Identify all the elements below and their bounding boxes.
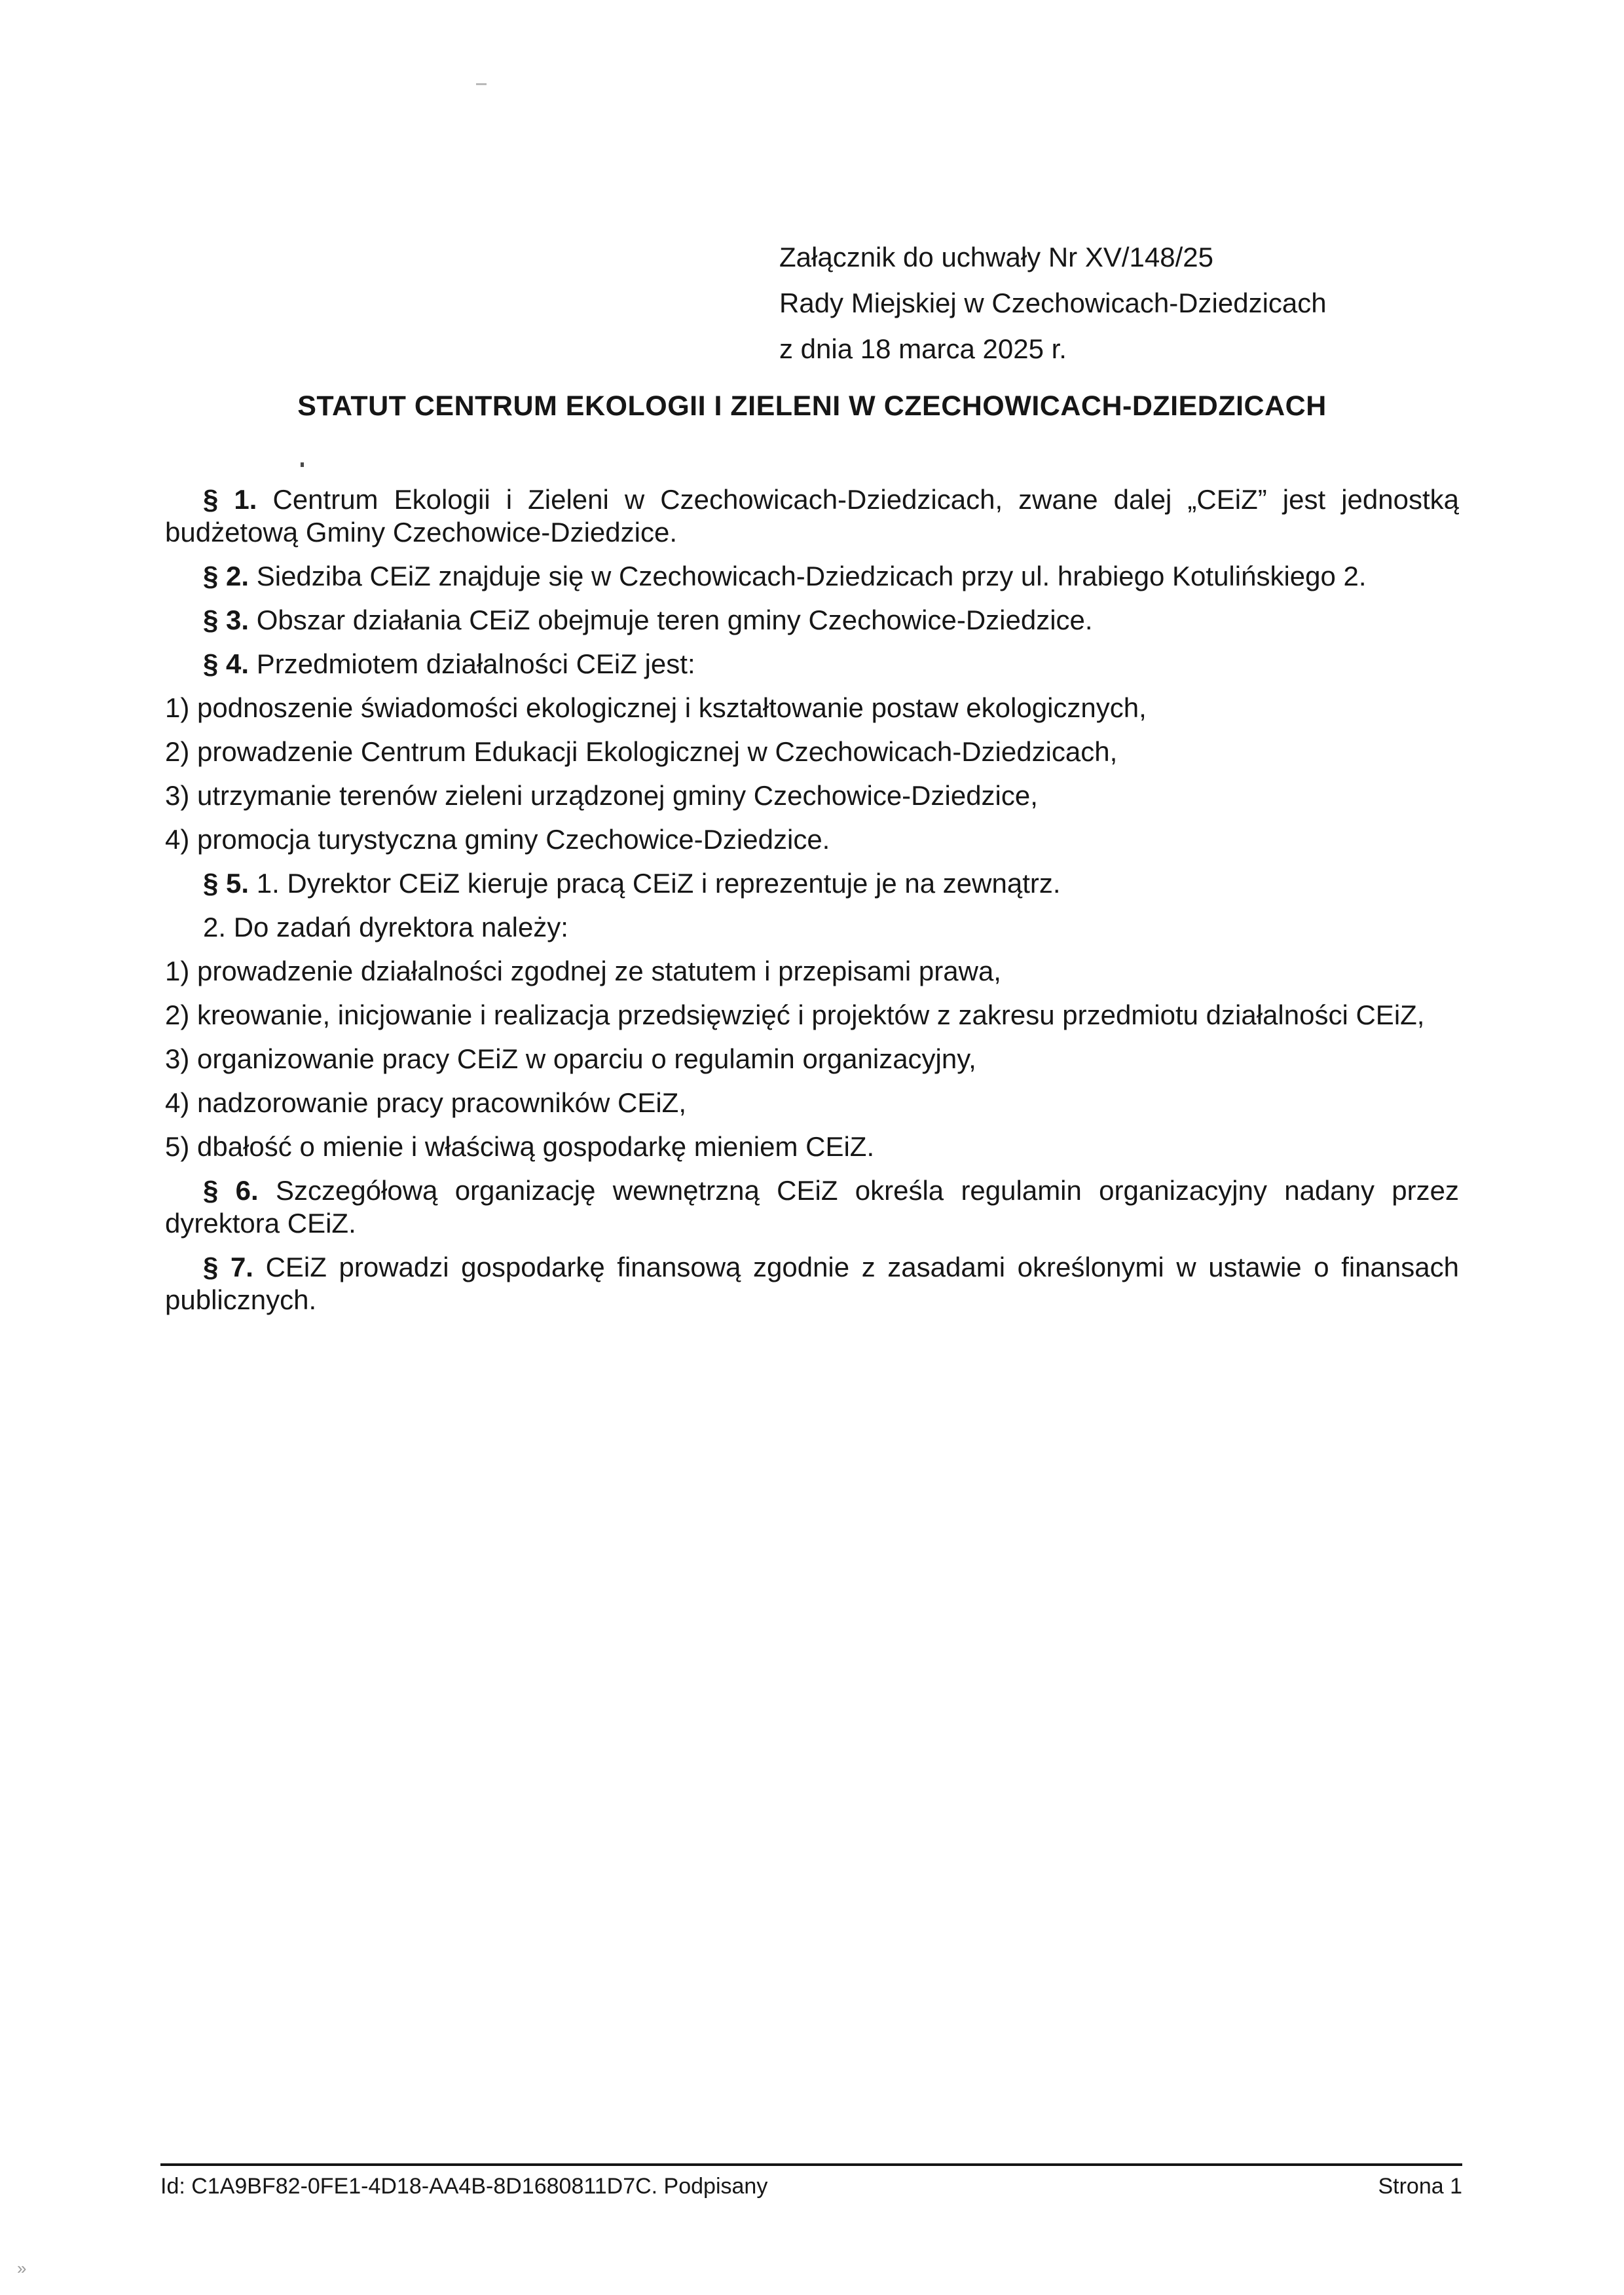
list-item bbox=[165, 736, 1459, 768]
list-item-text: 1) podnoszenie świadomości ekologicznej i kształtowanie postaw ekologicznych, bbox=[165, 692, 1147, 723]
scan-artifact-dash bbox=[476, 83, 487, 85]
section-number: § 1. bbox=[203, 484, 257, 515]
list-item-text: 3) utrzymanie terenów zieleni urządzonej gminy Czechowice-Dziedzice, bbox=[165, 780, 1038, 811]
attachment-header bbox=[779, 234, 1327, 372]
attachment-header-line: Rady Miejskiej w Czechowicach-Dziedzicach bbox=[779, 288, 1327, 318]
paragraph-text: Przedmiotem działalności CEiZ jest: bbox=[249, 648, 695, 679]
paragraph-text: Centrum Ekologii i Zieleni w Czechowicach-Dziedzicach, zwane dalej „CEiZ” jest jednostką budżetową Gminy Czechowice-Dziedzice. bbox=[165, 484, 1459, 548]
paragraph-section-7 bbox=[165, 1251, 1459, 1316]
list-item-text: 1) prowadzenie działalności zgodnej ze statutem i przepisami prawa, bbox=[165, 956, 1001, 986]
paragraph-section-6 bbox=[165, 1174, 1459, 1240]
paragraph-text: 1. Dyrektor CEiZ kieruje pracą CEiZ i reprezentuje je na zewnątrz. bbox=[249, 868, 1061, 899]
attachment-header-line: Załącznik do uchwały Nr XV/148/25 bbox=[779, 242, 1213, 272]
paragraph-text: Siedziba CEiZ znajduje się w Czechowicach-Dziedzicach przy ul. hrabiego Kotulińskiego 2. bbox=[249, 561, 1367, 591]
attachment-header-line: z dnia 18 marca 2025 r. bbox=[779, 333, 1067, 364]
paragraph-text: CEiZ prowadzi gospodarkę finansową zgodnie z zasadami określonymi w ustawie o finansach publicznych. bbox=[165, 1252, 1459, 1315]
paragraph-section-3 bbox=[165, 604, 1459, 637]
list-item bbox=[165, 779, 1459, 812]
list-item bbox=[165, 999, 1459, 1032]
paragraph-text: 2. Do zadań dyrektora należy: bbox=[203, 912, 568, 942]
list-item-text: 4) nadzorowanie pracy pracowników CEiZ, bbox=[165, 1087, 687, 1118]
section-number: § 6. bbox=[203, 1175, 259, 1206]
list-item bbox=[165, 1043, 1459, 1075]
document-body bbox=[165, 483, 1459, 1328]
section-number: § 7. bbox=[203, 1252, 253, 1282]
list-item bbox=[165, 1130, 1459, 1163]
list-item-text: 3) organizowanie pracy CEiZ w oparciu o regulamin organizacyjny, bbox=[165, 1043, 976, 1074]
scan-artifact-corner-mark: » bbox=[17, 2258, 27, 2278]
scan-artifact-dot bbox=[301, 462, 304, 467]
paragraph-section-2 bbox=[165, 560, 1459, 593]
paragraph-text: Szczegółową organizację wewnętrzną CEiZ określa regulamin organizacyjny nadany przez dyrektora CEiZ. bbox=[165, 1175, 1459, 1239]
list-item bbox=[165, 692, 1459, 724]
list-item-text: 2) kreowanie, inicjowanie i realizacja przedsięwzięć i projektów z zakresu przedmiotu działalności CEiZ, bbox=[165, 999, 1425, 1030]
paragraph-section-4 bbox=[165, 648, 1459, 681]
list-item-text: 4) promocja turystyczna gminy Czechowice-Dziedzice. bbox=[165, 824, 830, 855]
footer-page-number: Strona 1 bbox=[1378, 2174, 1462, 2199]
paragraph-section-1 bbox=[165, 483, 1459, 549]
paragraph-section-5-sub-2 bbox=[165, 911, 1459, 944]
list-item-text: 2) prowadzenie Centrum Edukacji Ekologicznej w Czechowicach-Dziedzicach, bbox=[165, 736, 1118, 767]
paragraph-section-5 bbox=[165, 867, 1459, 900]
section-number: § 2. bbox=[203, 561, 249, 591]
footer-document-id: Id: C1A9BF82-0FE1-4D18-AA4B-8D1680811D7C. Podpisany bbox=[160, 2174, 768, 2199]
section-number: § 3. bbox=[203, 605, 249, 635]
section-number: § 5. bbox=[203, 868, 249, 899]
page-footer bbox=[160, 2163, 1462, 2199]
list-item bbox=[165, 955, 1459, 988]
list-item bbox=[165, 1087, 1459, 1119]
document-title: STATUT CENTRUM EKOLOGII I ZIELENI W CZECHOWICACH-DZIEDZICACH bbox=[297, 390, 1327, 422]
paragraph-text: Obszar działania CEiZ obejmuje teren gminy Czechowice-Dziedzice. bbox=[249, 605, 1093, 635]
section-number: § 4. bbox=[203, 648, 249, 679]
list-item-text: 5) dbałość o mienie i właściwą gospodarkę mieniem CEiZ. bbox=[165, 1131, 875, 1162]
list-item bbox=[165, 823, 1459, 856]
